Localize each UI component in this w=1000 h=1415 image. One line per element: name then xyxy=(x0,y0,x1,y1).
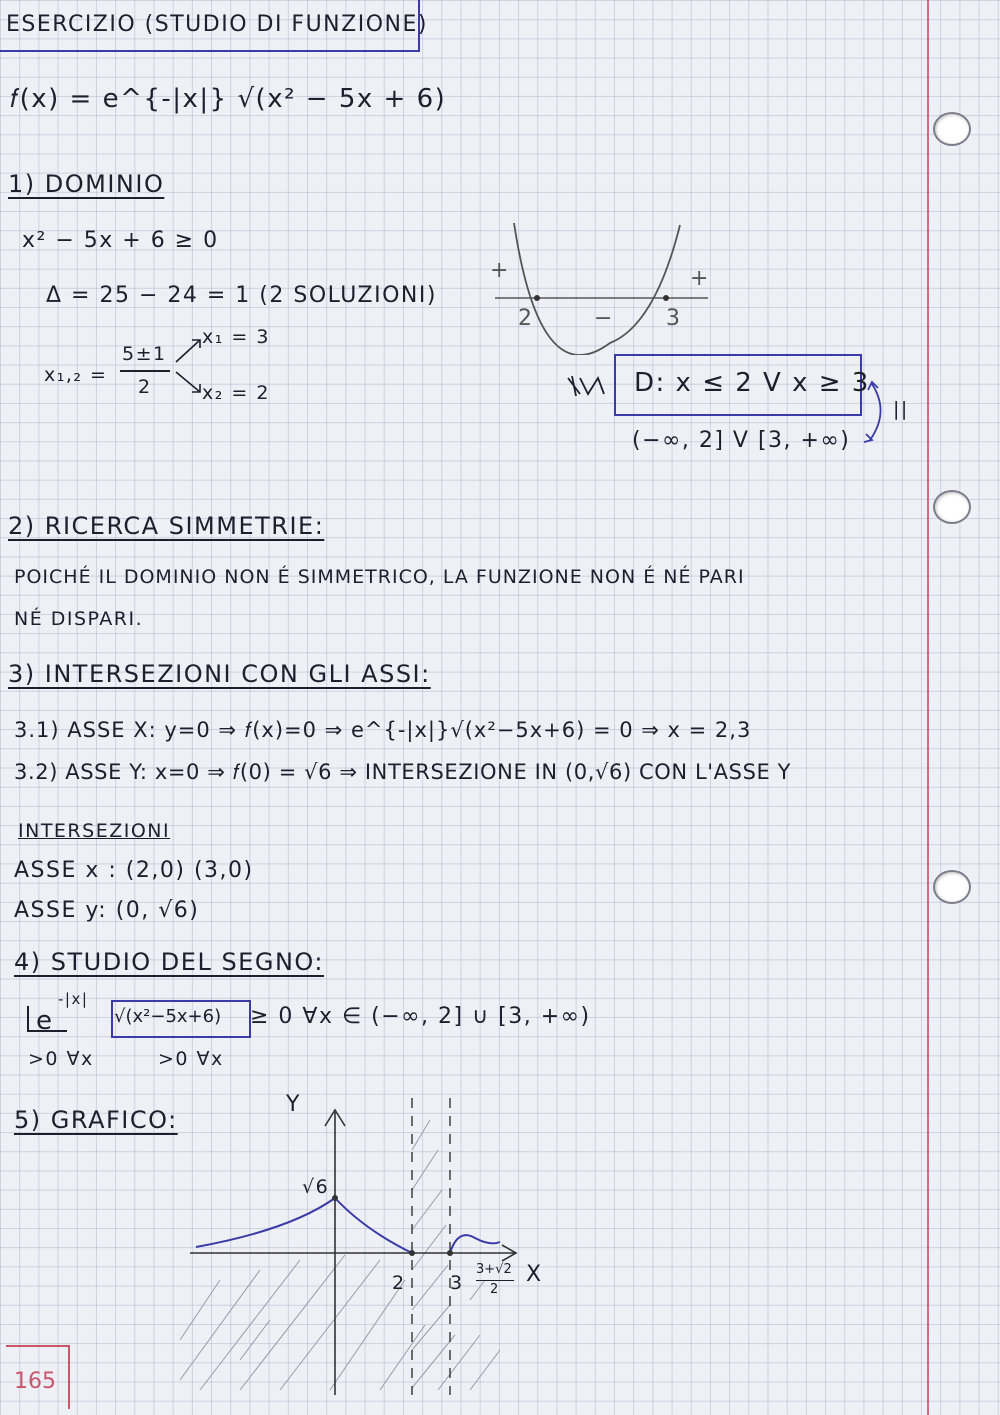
parabola-minus: − xyxy=(594,306,614,331)
section-4-heading: 4) STUDIO DEL SEGNO: xyxy=(14,948,324,976)
y-axis-intersection: 3.2) ASSE Y: x=0 ⇒ 𝑓(0) = √6 ⇒ INTERSEZIONE IN (0,√6) CON L'ASSE Y xyxy=(14,760,792,784)
roots-label: x₁,₂ = xyxy=(44,364,108,386)
symmetry-text-line-1: POICHÉ IL DOMINIO NON É SIMMETRICO, LA FUNZIONE NON É NÉ PARI xyxy=(14,566,745,588)
symmetry-text-line-2: NÉ DISPARI. xyxy=(14,608,144,630)
equivalence-arrow xyxy=(864,376,894,446)
equivalence-mark: || xyxy=(893,398,909,420)
fraction-bar xyxy=(120,370,170,372)
sign-root: √(x²−5x+6) xyxy=(114,1006,222,1027)
sign-note-exponential: >0 ∀x xyxy=(28,1048,94,1070)
graph-x-tick-2: 2 xyxy=(392,1272,406,1294)
parabola-sketch xyxy=(480,215,720,355)
roots-fraction-denominator: 2 xyxy=(138,376,152,398)
sign-exponent: -|x| xyxy=(58,990,89,1008)
section-2-heading: 2) RICERCA SIMMETRIE: xyxy=(8,512,325,540)
parabola-plus-left: + xyxy=(490,258,510,283)
margin-line xyxy=(927,0,929,1415)
sign-condition: ≥ 0 ∀x ∈ (−∞, 2] ∪ [3, +∞) xyxy=(250,1004,591,1029)
graph-y-label: Y xyxy=(286,1092,301,1117)
page-number: 165 xyxy=(14,1369,56,1394)
roots-fraction-numerator: 5±1 xyxy=(122,343,167,365)
graph-x-label: X xyxy=(526,1262,543,1287)
x-axis-intersection: 3.1) ASSE X: y=0 ⇒ 𝑓(x)=0 ⇒ e^{-|x|}√(x²−5x+6) = 0 ⇒ x = 2,3 xyxy=(14,718,752,742)
graph-x-tick-max-denominator: 2 xyxy=(490,1282,500,1297)
binder-hole xyxy=(933,112,971,146)
domain-result: D: x ≤ 2 V x ≥ 3 xyxy=(634,368,870,398)
function-definition: 𝑓(x) = e^{-|x|} √(x² − 5x + 6) xyxy=(10,84,447,114)
parabola-root-3: 3 xyxy=(666,306,682,331)
binder-hole xyxy=(933,870,971,904)
graph-x-tick-max-numerator: 3+√2 xyxy=(476,1262,512,1277)
domain-interval: (−∞, 2] V [3, +∞) xyxy=(632,428,851,453)
page-title: ESERCIZIO (STUDIO DI FUNZIONE) xyxy=(6,12,428,37)
domain-inequality: x² − 5x + 6 ≥ 0 xyxy=(22,228,219,253)
graph-x-tick-3: 3 xyxy=(450,1272,464,1294)
parabola-root-2: 2 xyxy=(518,306,534,331)
binder-hole xyxy=(933,490,971,524)
root-x2: x₂ = 2 xyxy=(202,382,270,404)
discriminant: Δ = 25 − 24 = 1 (2 SOLUZIONI) xyxy=(46,283,437,308)
section-5-heading: 5) GRAFICO: xyxy=(14,1106,178,1134)
graph-x-tick-max-bar xyxy=(476,1280,514,1281)
sign-note-root: >0 ∀x xyxy=(158,1048,224,1070)
parabola-plus-right: + xyxy=(690,266,710,291)
page-number-box xyxy=(6,1345,70,1409)
intersections-subheading: INTERSEZIONI xyxy=(18,820,171,842)
scribble-mark xyxy=(566,372,608,400)
root-x1: x₁ = 3 xyxy=(202,326,270,348)
section-1-heading: 1) DOMINIO xyxy=(8,170,165,198)
intersections-x: ASSE x : (2,0) (3,0) xyxy=(14,858,254,883)
section-3-heading: 3) INTERSEZIONI CON GLI ASSI: xyxy=(8,660,431,688)
graph-y-tick-sqrt6: √6 xyxy=(302,1176,330,1198)
sign-exponential: e xyxy=(36,1006,54,1036)
intersections-y: ASSE y: (0, √6) xyxy=(14,898,200,923)
function-graph xyxy=(180,1090,560,1400)
